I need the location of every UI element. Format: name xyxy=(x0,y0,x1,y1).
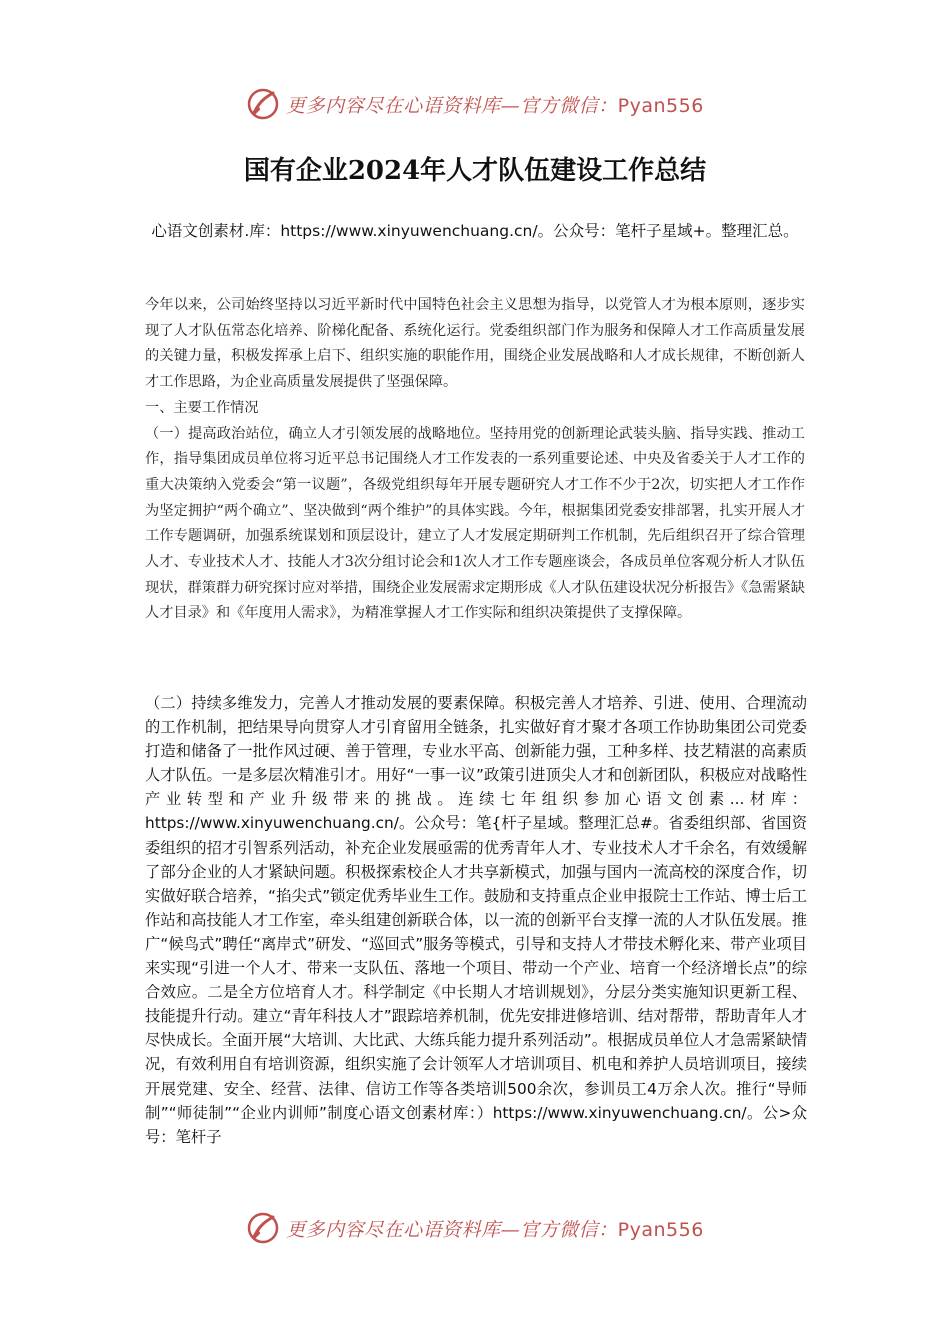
footer-banner xyxy=(0,1208,950,1248)
brush-logo-icon xyxy=(246,1211,280,1245)
paragraph-2: （二）持续多维发力，完善人才推动发展的要素保障。积极完善人才培养、引进、使用、合理流动的工作机制，把结果导向贯穿人才引育留用全链条，扎实做好育才聚才各项工作协助集团公司党委打造和储备了一批作风过硬、善于管理，专业水平高、创新能力强，工种多样、技艺精湛的高素质人才队伍。一是多层次精准引才。用好“一事一议”政策引进顶尖人才和创新团队，积极应对战略性产业转型和产业升级带来的挑战。连续七年组织参加心语文创素...材库：https://www.xinyuwenchuang.cn/。公众号：笔{杆子星域。整理汇总#。省委组织部、省国资委组织的招才引智系列活动，补充企业发展亟需的优秀青年人才、专业技术人才千余名，有效缓解了部分企业的人才紧缺问题。积极探索校企人才共享新模式，加强与国内一流高校的深度合作，切实做好联合培养，“掐尖式”锁定优秀毕业生工作。鼓励和支持重点企业申报院士工作站、博士后工作站和高技能人才工作室，牵头组建创新联合体，以一流的创新平台支撑一流的人才队伍发展。推广“候鸟式”聘任“离岸式”研发、“巡回式”服务等模式，引导和支持人才带技术孵化来、带产业项目来实现“引进一个人才、带来一支队伍、落地一个项目、带动一个产业、培育一个经济增长点”的综合效应。二是全方位培育人才。科学制定《中长期人才培训规划》，分层分类实施知识更新工程、技能提升行动。建立“青年科技人才”跟踪培养机制，优先安排进修培训、结对帮带，帮助青年人才尽快成长。全面开展“大培训、大比武、大练兵能力提升系列活动”。根据成员单位人才急需紧缺情况，有效利用自有培训资源，组织实施了会计领军人才培训项目、机电和养护人员培训项目，接续开展党建、安全、经营、法律、信访工作等各类培训500余次，参训员工4万余人次。推行“导师制”“师徒制”“企业内训师”制度心语文创素材库：）https://www.xinyuwenchuang.cn/。公>众号：笔杆子 xyxy=(145,694,807,1146)
section-heading: 一、主要工作情况 xyxy=(145,399,259,416)
banner-text: 更多内容尽在心语资料库—官方微信：Pyan556 xyxy=(286,1218,704,1241)
paragraph-1: （一）提高政治站位，确立人才引领发展的战略地位。坚持用党的创新理论武装头脑、指导实践、推动工作，指导集团成员单位将习近平总书记围绕人才工作发表的一系列重要论述、中央及省委关于人才工作的重大决策纳入党委会“第一议题”，各级党组织每年开展专题研究人才工作不少于2次，切实把人才工作作为坚定拥护“两个确立”、坚决做到“两个维护”的具体实践。今年，根据集团党委安排部署，扎实开展人才工作专题调研，加强系统谋划和顶层设计，建立了人才发展定期研判工作机制，先后组织召开了综合管理人才、专业技术人才、技能人才3次分组讨论会和1次人才工作专题座谈会，各成员单位客观分析人才队伍现状，群策群力研究探讨应对举措，围绕企业发展需求定期形成《人才队伍建设状况分析报告》《急需紧缺人才目录》和《年度用人需求》，为精准掌握人才工作实际和组织决策提供了支撑保障。 xyxy=(145,425,805,622)
source-line: 心语文创素材.库：https://www.xinyuwenchuang.cn/。公众号：笔杆子星域+。整理汇总。 xyxy=(151,222,799,240)
banner-text: 更多内容尽在心语资料库—官方微信：Pyan556 xyxy=(286,94,704,117)
brush-logo-icon xyxy=(246,87,280,121)
body-text-part2 xyxy=(145,691,807,1149)
body-text-part1 xyxy=(145,293,805,627)
page-title: 国有企业2024年人才队伍建设工作总结 xyxy=(243,156,707,186)
header-banner xyxy=(0,84,950,124)
intro-paragraph: 今年以来，公司始终坚持以习近平新时代中国特色社会主义思想为指导，以党管人才为根本原则，逐步实现了人才队伍常态化培养、阶梯化配备、系统化运行。党委组织部门作为服务和保障人才工作高质量发展的关键力量，积极发挥承上启下、组织实施的职能作用，围绕企业发展战略和人才成长规律，不断创新人才工作思路，为企业高质量发展提供了坚强保障。 xyxy=(145,297,805,391)
